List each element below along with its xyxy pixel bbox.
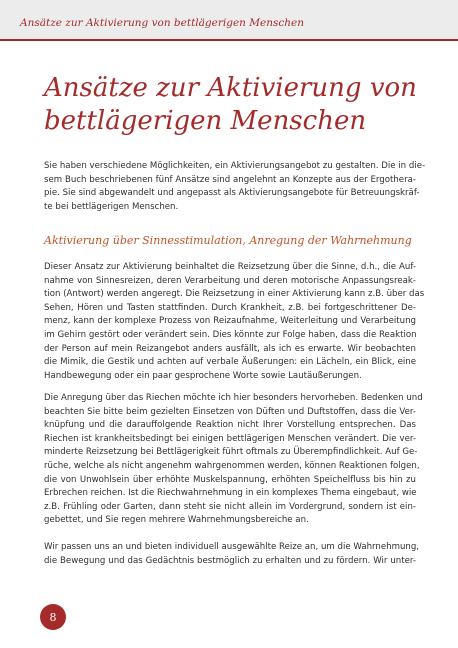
text-line: menz, kann der komplexe Prozess von Reizaufnahme, Weiterleitung und Verarbeitung — [44, 316, 416, 327]
text-line: die Mimik, die Gestik und achten auf verbale Äußerungen: ein Lächeln, ein Blick, eine — [44, 357, 416, 368]
chapter-title-line: Ansätze zur Aktivierung von — [44, 73, 417, 103]
text-line: Erbrechen reichen. Ist die Riechwahrnehmung in ein komplexes Thema eingebaut, wie — [44, 488, 417, 499]
header-divider — [0, 39, 458, 41]
text-line: nahme von Sinnesreizen, deren Verarbeitung und deren motorische Anpassungsreak- — [44, 275, 416, 286]
text-line: minderte Reizsetzung bei Bettlägerigkeit führt oftmals zu Überempfindlichkeit. Auf Ge- — [44, 447, 418, 458]
page-number: 8 — [49, 610, 57, 624]
body-paragraph-2 — [44, 392, 423, 528]
text-line: beachten Sie bitte beim gezielten Einsetzen von Düften und Duftstoffen, dass die Ver- — [44, 406, 416, 417]
text-line: die von Unwohlsein über erhöhte Muskelspannung, erhöhten Speichelfluss bis hin zu — [44, 474, 416, 485]
text-line: die Bewegung und das Gedächtnis bestmöglich zu erhalten und zu fördern. Wir unter- — [44, 555, 416, 566]
text-line: Die Anregung über das Riechen möchte ich hier besonders hervorheben. Bedenken und — [44, 393, 423, 403]
text-line: te bei bettlägerigen Menschen. — [44, 201, 179, 212]
body-paragraph-1 — [44, 261, 425, 383]
text-line: Handbewegung oder ein paar gesprochene Worte sowie Lautäußerungen. — [44, 370, 362, 381]
text-line: Dieser Ansatz zur Aktivierung beinhaltet die Reizsetzung über die Sinne, d.h., die Auf- — [44, 262, 416, 272]
text-line: tion (Antwort) werden angeregt. Die Reizsetzung in einer Aktivierung kann z.B. über das — [44, 289, 425, 300]
chapter-title-line: bettlägerigen Menschen — [44, 106, 367, 136]
text-line: sem Buch beschriebenen fünf Ansätze sind angelehnt an Konzepte aus der Ergothera- — [44, 174, 416, 185]
body-paragraph-3 — [44, 541, 420, 568]
text-line: pie. Sie sind abgewandelt und angepasst als Aktivierungsangebote für Betreuungskräf- — [44, 188, 420, 199]
intro-paragraph — [44, 160, 426, 214]
text-line: gebettet, und Sie regen mehrere Wahrnehmungsbereiche an. — [44, 515, 309, 526]
chapter-title — [44, 72, 434, 138]
text-line: Riechen ist krankheitsbedingt bei einigen bettlägerigen Menschen verändert. Die ver- — [44, 433, 416, 444]
section-subheading: Aktivierung über Sinnesstimulation, Anregung der Wahrnehmung — [44, 234, 412, 247]
text-line: z.B. Frühling oder Garten, dann steht sie nicht allein im Vordergrund, sondern ist ein- — [44, 501, 416, 512]
text-line: knüpfung und die darauffolgende Reaktion nicht Ihrer Vorstellung entsprechen. Das — [44, 420, 416, 431]
text-line: der Person auf mein Reizangebot anders ausfällt, als ich es erwarte. Wir beobachten — [44, 343, 416, 354]
running-header-band — [0, 0, 458, 39]
text-line: rüche, welche als nicht angenehm wahrgenommen werden, können Reaktionen folgen, — [44, 460, 420, 471]
page-number-badge — [40, 604, 66, 630]
running-header-title: Ansätze zur Aktivierung von bettlägerigen Menschen — [20, 17, 305, 29]
text-line: Wir passen uns an und bieten individuell ausgewählte Reize an, um die Wahrnehmung, — [44, 542, 420, 552]
text-line: Sehen, Hören und Tasten stattfinden. Durch Krankheit, z.B. bei fortgeschrittener De- — [44, 302, 416, 313]
text-line: im Gehirn gestört oder verändert sein. Dies könnte zur Folge haben, dass die Reaktion — [44, 329, 417, 340]
text-line: Sie haben verschiedene Möglichkeiten, ein Aktivierungsangebot zu gestalten. Die in die- — [44, 161, 426, 171]
